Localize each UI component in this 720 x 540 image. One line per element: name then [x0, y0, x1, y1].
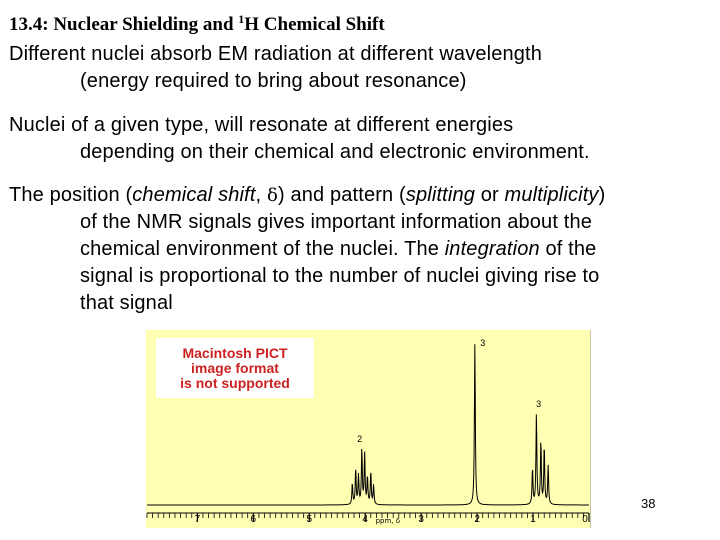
pict-line-3: is not supported: [180, 375, 290, 391]
text-run: chemical environment of the nuclei. The: [80, 238, 445, 260]
paragraph-line: depending on their chemical and electronic environment.: [80, 141, 590, 163]
paragraph-line: [9, 236, 605, 263]
paragraph-line: Nuclei of a given type, will resonate at different energies: [9, 114, 514, 136]
tick-label: 1: [530, 514, 536, 525]
paragraph-em-radiation: [9, 41, 542, 95]
pict-line-2: image format: [191, 360, 279, 376]
title-superscript: 1: [238, 12, 245, 26]
x-axis-label: ppm, δ: [375, 517, 401, 525]
pict-placeholder: [156, 338, 314, 398]
paragraph-line: Different nuclei absorb EM radiation at different wavelength: [9, 43, 543, 65]
paragraph-nmr-signals: [9, 182, 605, 317]
tick-label: 7: [194, 514, 201, 525]
paragraph-line: [9, 182, 605, 209]
tick-label: 4: [362, 514, 368, 525]
tick-label: 0: [582, 514, 588, 525]
integration-label: 2: [357, 434, 363, 444]
page-number: 38: [641, 496, 656, 511]
tick-label: 2: [474, 514, 480, 525]
delta-symbol: δ: [266, 185, 278, 206]
term-chemical-shift: chemical shift: [132, 184, 256, 206]
tick-label: 3: [418, 514, 424, 525]
paragraph-resonance: [9, 112, 590, 166]
tick-label: 6: [250, 514, 257, 525]
paragraph-line: that signal: [80, 292, 173, 314]
nmr-spectrum: [146, 330, 591, 528]
nmr-spectrum-plot: [146, 330, 590, 528]
text-run: or: [475, 184, 505, 206]
text-run: ): [598, 184, 606, 206]
text-run: ,: [255, 184, 267, 206]
paragraph-line: (energy required to bring about resonance): [80, 70, 467, 92]
title-text-suffix: H Chemical Shift: [244, 14, 385, 35]
integration-label: 3: [536, 399, 542, 409]
term-integration: integration: [444, 238, 540, 260]
text-run: of the: [539, 238, 597, 260]
term-multiplicity: multiplicity: [504, 184, 599, 206]
integration-label: 3: [480, 338, 486, 348]
pict-line-1: Macintosh PICT: [182, 345, 288, 361]
slide-title: [9, 14, 385, 36]
title-text: 13.4: Nuclear Shielding and: [9, 14, 239, 35]
term-splitting: splitting: [405, 184, 476, 206]
tick-label: 5: [306, 514, 313, 525]
text-run: The position (: [9, 184, 133, 206]
paragraph-line: signal is proportional to the number of nuclei giving rise to: [80, 265, 600, 287]
text-run: ) and pattern (: [277, 184, 406, 206]
paragraph-line: of the NMR signals gives important information about the: [80, 211, 592, 233]
